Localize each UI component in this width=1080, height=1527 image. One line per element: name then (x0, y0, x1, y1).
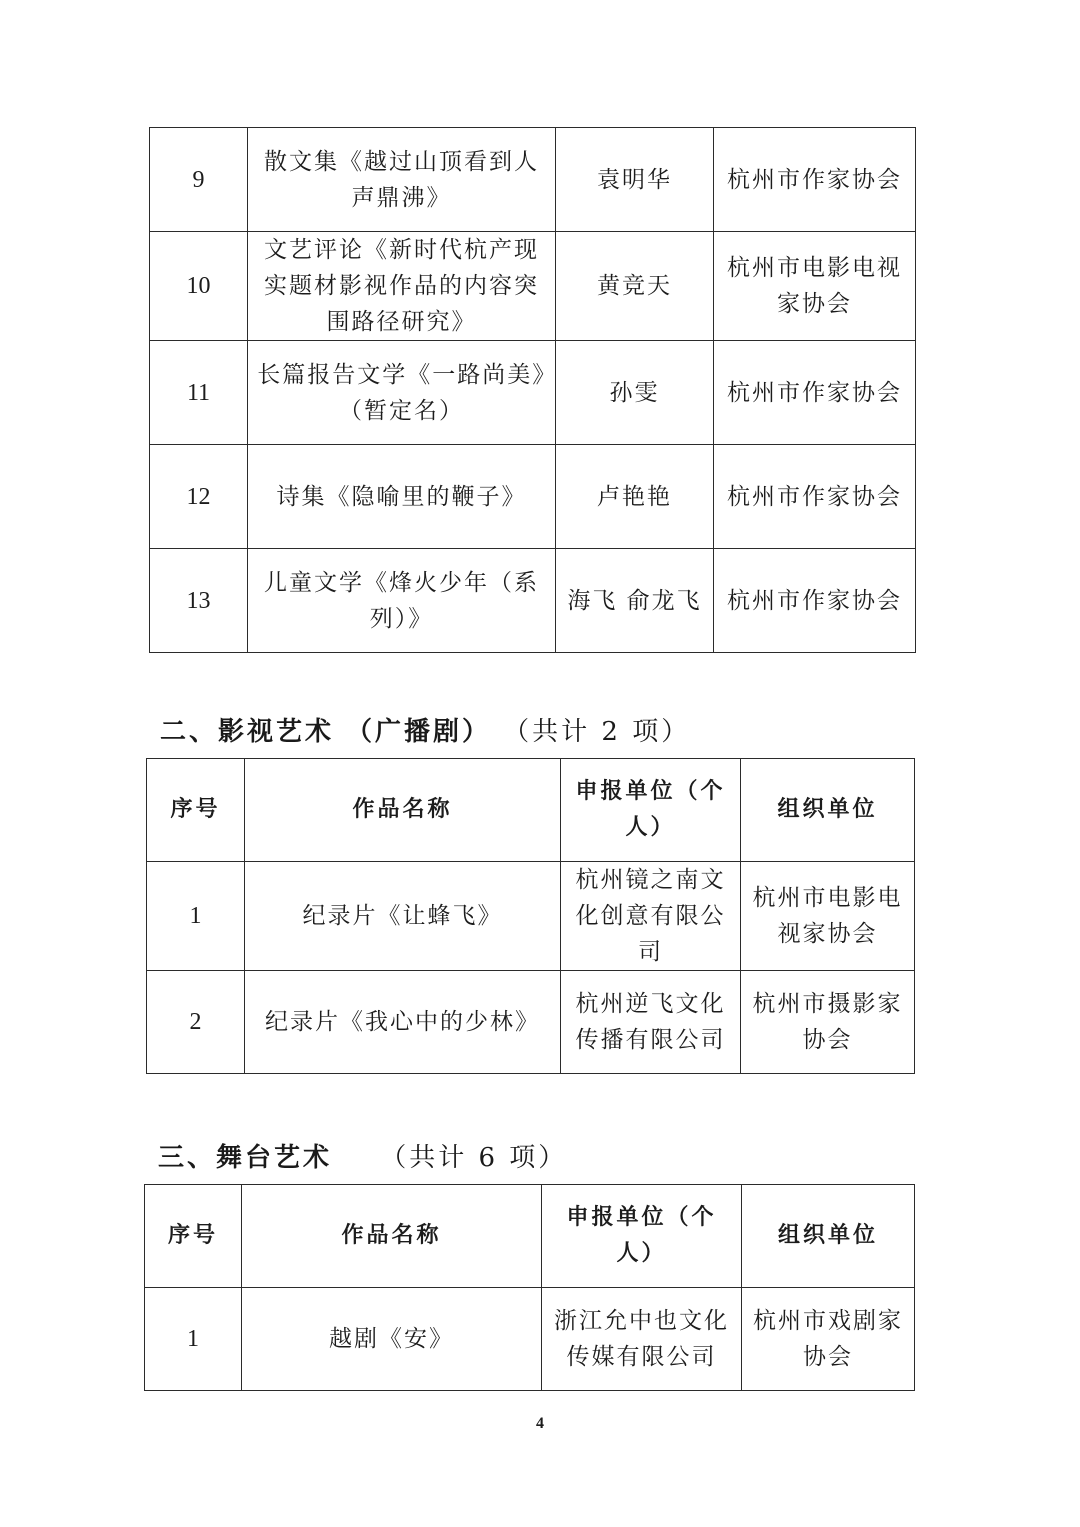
organizer: 杭州市电影电视家协会 (714, 232, 916, 341)
applicant: 黄竞天 (556, 232, 714, 341)
row-number: 1 (147, 862, 245, 971)
table-row (145, 1288, 915, 1391)
header-org: 组织单位 (742, 1185, 915, 1288)
applicant: 浙江允中也文化传媒有限公司 (542, 1288, 742, 1391)
stage-arts-table (144, 1184, 915, 1391)
table-header-row (147, 759, 915, 862)
header-num: 序号 (145, 1185, 242, 1288)
work-title: 纪录片《让蜂飞》 (245, 862, 561, 971)
row-number: 11 (150, 341, 248, 445)
row-number: 12 (150, 445, 248, 549)
work-title: 越剧《安》 (242, 1288, 542, 1391)
works-table-continued (149, 127, 916, 653)
table-row (150, 232, 916, 341)
section-count: （共计 6 项） (380, 1143, 568, 1173)
table-header-row (145, 1185, 915, 1288)
section-heading (158, 1137, 567, 1174)
header-applicant: 申报单位（个人） (542, 1185, 742, 1288)
applicant: 杭州镜之南文化创意有限公司 (561, 862, 741, 971)
row-number: 1 (145, 1288, 242, 1391)
work-title: 文艺评论《新时代杭产现实题材影视作品的内容突围路径研究》 (248, 232, 556, 341)
applicant: 杭州逆飞文化传播有限公司 (561, 971, 741, 1074)
work-title: 纪录片《我心中的少林》 (245, 971, 561, 1074)
table-row (150, 549, 916, 653)
header-title: 作品名称 (245, 759, 561, 862)
row-number: 10 (150, 232, 248, 341)
applicant: 海飞 俞龙飞 (556, 549, 714, 653)
organizer: 杭州市作家协会 (714, 128, 916, 232)
organizer: 杭州市作家协会 (714, 341, 916, 445)
organizer: 杭州市作家协会 (714, 549, 916, 653)
table-row (147, 862, 915, 971)
table-row (150, 341, 916, 445)
organizer: 杭州市作家协会 (714, 445, 916, 549)
page-number: 4 (536, 1415, 544, 1432)
header-applicant: 申报单位（个人） (561, 759, 741, 862)
organizer: 杭州市戏剧家协会 (742, 1288, 915, 1391)
header-org: 组织单位 (741, 759, 915, 862)
row-number: 13 (150, 549, 248, 653)
section-count: （共计 2 项） (503, 717, 691, 747)
organizer: 杭州市电影电视家协会 (741, 862, 915, 971)
row-number: 2 (147, 971, 245, 1074)
work-title: 儿童文学《烽火少年（系列）》 (248, 549, 556, 653)
section-title: 三、舞台艺术 (158, 1143, 333, 1173)
section-heading (160, 711, 690, 748)
work-title: 散文集《越过山顶看到人声鼎沸》 (248, 128, 556, 232)
table-row (150, 445, 916, 549)
section-title: 二、影视艺术 （广播剧） (160, 717, 492, 747)
header-num: 序号 (147, 759, 245, 862)
applicant: 袁明华 (556, 128, 714, 232)
work-title: 诗集《隐喻里的鞭子》 (248, 445, 556, 549)
organizer: 杭州市摄影家协会 (741, 971, 915, 1074)
film-tv-table (146, 758, 915, 1074)
applicant: 孙雯 (556, 341, 714, 445)
header-title: 作品名称 (242, 1185, 542, 1288)
applicant: 卢艳艳 (556, 445, 714, 549)
table-row (147, 971, 915, 1074)
row-number: 9 (150, 128, 248, 232)
table-row (150, 128, 916, 232)
work-title: 长篇报告文学《一路尚美》（暂定名） (248, 341, 556, 445)
